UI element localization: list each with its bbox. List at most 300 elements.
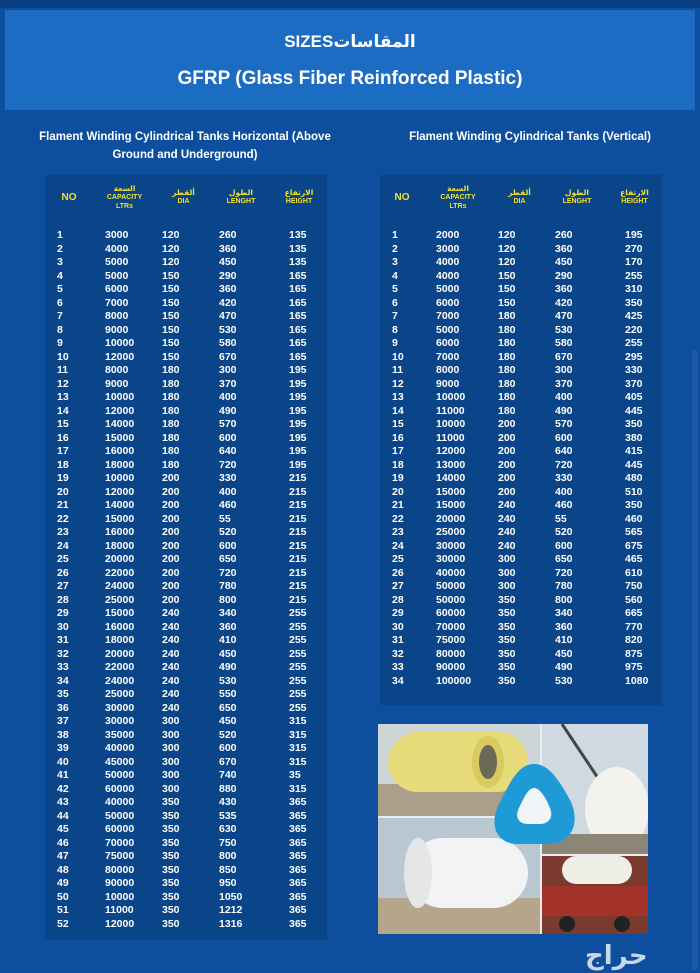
- table-cell: 6: [57, 296, 63, 309]
- table-cell: 55: [219, 512, 231, 525]
- table-row: [45, 486, 327, 500]
- table-cell: 535: [219, 809, 237, 822]
- table-cell: 80000: [436, 647, 466, 660]
- table-cell: 195: [289, 364, 307, 376]
- table-cell: 180: [498, 350, 516, 363]
- table-cell: 14000: [105, 499, 135, 511]
- table-cell: 12000: [105, 917, 135, 930]
- column-header-arabic: السعة: [113, 183, 136, 193]
- table-cell: 3: [392, 256, 398, 268]
- table-header-row: [380, 175, 662, 219]
- table-cell: 60000: [105, 782, 135, 795]
- table-cell: 25000: [436, 526, 466, 538]
- table-row: [45, 607, 327, 621]
- table-row: [380, 270, 662, 284]
- table-cell: 200: [498, 445, 516, 457]
- table-cell: 7: [57, 310, 63, 322]
- table-cell: 400: [219, 391, 237, 403]
- table-cell: 5000: [436, 323, 460, 336]
- table-cell: 215: [289, 553, 307, 565]
- table-cell: 10000: [436, 391, 466, 403]
- table-cell: 4: [57, 269, 63, 282]
- table-cell: 215: [289, 499, 307, 511]
- table-cell: 650: [219, 553, 237, 565]
- table-cell: 44: [57, 809, 69, 822]
- table-cell: 12000: [105, 485, 135, 498]
- table-cell: 180: [498, 391, 516, 403]
- table-cell: 300: [162, 782, 180, 795]
- table-cell: 240: [498, 539, 516, 552]
- table-row: [380, 634, 662, 648]
- table-cell: 640: [555, 445, 573, 457]
- table-cell: 25000: [105, 593, 135, 606]
- table-cell: 255: [289, 647, 307, 660]
- column-header-arabic: ألقطر: [508, 188, 531, 197]
- table-cell: 13000: [436, 458, 466, 471]
- table-cell: 8: [392, 323, 398, 336]
- table-cell: 330: [625, 364, 643, 376]
- table-cell: 5000: [436, 283, 460, 295]
- table-cell: 25000: [105, 688, 135, 700]
- table-cell: 600: [219, 742, 237, 754]
- table-cell: 295: [625, 350, 643, 363]
- table-cell: 820: [625, 634, 643, 646]
- table-cell: 28: [57, 593, 69, 606]
- table-cell: 165: [289, 310, 307, 322]
- table-cell: 180: [162, 418, 180, 430]
- table-row: [45, 337, 327, 351]
- table-cell: 330: [219, 472, 237, 484]
- table-cell: 10: [57, 350, 69, 363]
- table-row: [380, 445, 662, 459]
- table-cell: 300: [162, 755, 180, 768]
- truck-tank-photo: [542, 856, 648, 934]
- table-cell: 365: [289, 823, 307, 835]
- table-cell: 200: [162, 566, 180, 579]
- table-cell: 510: [625, 485, 643, 498]
- table-cell: 12000: [436, 445, 466, 457]
- table-cell: 36: [57, 701, 69, 714]
- table-cell: 16000: [105, 526, 135, 538]
- table-cell: 180: [162, 391, 180, 403]
- table-cell: 55: [555, 512, 567, 525]
- table-cell: 200: [162, 580, 180, 592]
- table-cell: 350: [625, 296, 643, 309]
- column-header: [45, 175, 93, 219]
- table-cell: 195: [289, 404, 307, 417]
- table-row: [380, 607, 662, 621]
- table-row: [45, 756, 327, 770]
- table-cell: 200: [162, 553, 180, 565]
- table-cell: 365: [289, 904, 307, 916]
- table-cell: 360: [555, 242, 573, 255]
- table-cell: 1050: [219, 890, 243, 903]
- table-cell: 20: [57, 485, 69, 498]
- table-cell: 29: [57, 607, 69, 619]
- table-cell: 425: [625, 310, 643, 322]
- table-cell: 120: [162, 242, 180, 255]
- table-row: [380, 594, 662, 608]
- table-cell: 135: [289, 242, 307, 255]
- table-row: [380, 499, 662, 513]
- table-cell: 460: [219, 499, 237, 511]
- table-cell: 180: [162, 404, 180, 417]
- table-cell: 32: [392, 647, 404, 660]
- table-row: [45, 715, 327, 729]
- table-cell: 350: [498, 674, 516, 687]
- table-cell: 7000: [436, 310, 460, 322]
- table-row: [45, 405, 327, 419]
- column-header: [156, 175, 211, 219]
- table-cell: 450: [555, 647, 573, 660]
- table-cell: 18000: [105, 539, 135, 552]
- table-cell: 1212: [219, 904, 243, 916]
- table-cell: 15: [57, 418, 69, 430]
- table-cell: 17: [392, 445, 404, 457]
- column-header: [211, 175, 271, 219]
- table-cell: 50000: [436, 593, 466, 606]
- column-header: [607, 175, 662, 219]
- table-cell: 360: [555, 620, 573, 633]
- table-row: [45, 378, 327, 392]
- table-cell: 15: [392, 418, 404, 430]
- table-cell: 200: [498, 418, 516, 430]
- table-row: [45, 850, 327, 864]
- table-cell: 520: [555, 526, 573, 538]
- table-row: [45, 864, 327, 878]
- table-cell: 70000: [105, 836, 135, 849]
- table-cell: 24: [57, 539, 69, 552]
- table-cell: 165: [289, 337, 307, 349]
- table-cell: 26: [392, 566, 404, 579]
- table-row: [45, 567, 327, 581]
- column-header: [492, 175, 547, 219]
- table-cell: 24000: [105, 674, 135, 687]
- table-cell: 310: [625, 283, 643, 295]
- table-cell: 565: [625, 526, 643, 538]
- table-cell: 8: [57, 323, 63, 336]
- column-header-english: LENGHT: [226, 198, 256, 205]
- vertical-table-panel: [380, 175, 662, 705]
- table-cell: 14000: [105, 418, 135, 430]
- table-row: [45, 540, 327, 554]
- column-header: [271, 175, 327, 219]
- table-cell: 32: [57, 647, 69, 660]
- column-header: [424, 175, 492, 219]
- table-cell: 315: [289, 742, 307, 754]
- table-cell: 11000: [105, 904, 134, 916]
- table-cell: 20: [392, 485, 404, 498]
- table-cell: 470: [219, 310, 237, 322]
- horizontal-table-panel: [45, 175, 327, 940]
- table-cell: 2: [392, 242, 398, 255]
- table-cell: 350: [625, 499, 643, 511]
- table-cell: 490: [555, 661, 573, 673]
- table-cell: 300: [162, 769, 180, 781]
- table-cell: 52: [57, 917, 69, 930]
- table-cell: 120: [162, 256, 180, 268]
- table-row: [45, 432, 327, 446]
- table-cell: 15000: [105, 607, 135, 619]
- table-cell: 750: [219, 836, 237, 849]
- table-cell: 365: [289, 890, 307, 903]
- table-cell: 420: [555, 296, 573, 309]
- table-cell: 22000: [105, 566, 135, 579]
- table-cell: 180: [162, 364, 180, 376]
- table-row: [45, 621, 327, 635]
- table-cell: 7: [392, 310, 398, 322]
- table-row: [45, 729, 327, 743]
- column-header-arabic: الطول: [565, 188, 589, 197]
- table-cell: 37: [57, 715, 69, 727]
- table-cell: 17: [57, 445, 69, 457]
- table-cell: 30000: [105, 715, 135, 727]
- table-cell: 350: [162, 850, 180, 862]
- table-cell: 15000: [436, 499, 466, 511]
- table-cell: 20000: [105, 553, 135, 565]
- table-cell: 10000: [436, 418, 466, 430]
- spacer-row: [380, 219, 662, 229]
- table-cell: 40000: [105, 742, 135, 754]
- table-cell: 49: [57, 877, 69, 889]
- table-row: [380, 540, 662, 554]
- table-cell: 31: [392, 634, 404, 646]
- table-cell: 60000: [436, 607, 466, 619]
- table-cell: 75000: [105, 850, 135, 862]
- table-cell: 12000: [105, 404, 135, 417]
- table-cell: 16000: [105, 620, 135, 633]
- table-cell: 15000: [436, 485, 466, 498]
- table-cell: 165: [289, 269, 307, 282]
- table-row: [45, 472, 327, 486]
- table-cell: 11000: [436, 404, 465, 417]
- table-row: [380, 310, 662, 324]
- table-cell: 150: [162, 296, 180, 309]
- table-cell: 41: [57, 769, 69, 781]
- table-cell: 365: [289, 877, 307, 889]
- table-cell: 30: [57, 620, 69, 633]
- table-row: [380, 229, 662, 243]
- table-cell: 10000: [105, 337, 135, 349]
- table-cell: 315: [289, 782, 307, 795]
- table-row: [380, 472, 662, 486]
- table-cell: 1080: [625, 674, 649, 687]
- table-row: [380, 405, 662, 419]
- table-cell: 47: [57, 850, 69, 862]
- table-cell: 315: [289, 755, 307, 768]
- table-row: [45, 742, 327, 756]
- table-row: [45, 661, 327, 675]
- table-row: [380, 513, 662, 527]
- table-row: [45, 918, 327, 932]
- table-cell: 29: [392, 607, 404, 619]
- table-cell: 740: [219, 769, 237, 781]
- table-cell: 43: [57, 796, 69, 808]
- table-cell: 360: [219, 620, 237, 633]
- column-header-english: HEIGHT: [285, 198, 313, 205]
- table-cell: 665: [625, 607, 643, 619]
- table-cell: 1: [392, 229, 398, 241]
- table-cell: 150: [162, 350, 180, 363]
- table-cell: 200: [162, 512, 180, 525]
- table-row: [45, 364, 327, 378]
- table-cell: 135: [289, 229, 307, 241]
- table-cell: 215: [289, 485, 307, 498]
- table-cell: 460: [555, 499, 573, 511]
- table-row: [45, 499, 327, 513]
- scrollbar[interactable]: [692, 350, 698, 970]
- table-cell: 90000: [105, 877, 135, 889]
- table-cell: 200: [498, 472, 516, 484]
- page-title: SIZESالمقاسات: [284, 32, 416, 51]
- table-cell: 460: [625, 512, 643, 525]
- table-cell: 10000: [105, 890, 135, 903]
- table-cell: 415: [625, 445, 643, 457]
- table-cell: 260: [219, 229, 237, 241]
- table-cell: 27: [392, 580, 404, 592]
- table-cell: 5: [57, 283, 63, 295]
- table-cell: 195: [289, 431, 307, 444]
- column-header-arabic: السعة: [447, 183, 469, 193]
- table-cell: 470: [555, 310, 573, 322]
- table-cell: 200: [498, 485, 516, 498]
- table-cell: 315: [289, 715, 307, 727]
- table-cell: 165: [289, 323, 307, 336]
- table-cell: 16: [57, 431, 69, 444]
- table-cell: 800: [555, 593, 573, 606]
- table-cell: 180: [162, 445, 180, 457]
- table-cell: 580: [555, 337, 573, 349]
- table-cell: 360: [219, 283, 237, 295]
- table-cell: 350: [162, 904, 180, 916]
- table-row: [380, 661, 662, 675]
- table-cell: 120: [498, 256, 516, 268]
- column-header-english: DIA: [513, 198, 526, 205]
- table-cell: 80000: [105, 863, 135, 876]
- table-cell: 8000: [105, 364, 129, 376]
- table-row: [45, 675, 327, 689]
- table-cell: 365: [289, 809, 307, 822]
- table-cell: 30: [392, 620, 404, 633]
- table-cell: 240: [162, 634, 180, 646]
- table-cell: 150: [498, 283, 516, 295]
- table-cell: 12: [57, 377, 69, 390]
- table-cell: 255: [289, 688, 307, 700]
- table-cell: 600: [555, 431, 573, 444]
- table-cell: 9: [392, 337, 398, 349]
- table-row: [45, 580, 327, 594]
- table-cell: 7000: [436, 350, 460, 363]
- table-cell: 180: [498, 404, 516, 417]
- table-row: [45, 310, 327, 324]
- table-cell: 350: [498, 620, 516, 633]
- table-cell: 180: [162, 377, 180, 390]
- table-row: [45, 783, 327, 797]
- column-header: [547, 175, 607, 219]
- table-cell: 50000: [436, 580, 466, 592]
- table-cell: 360: [555, 283, 573, 295]
- table-row: [45, 270, 327, 284]
- table-cell: 780: [555, 580, 573, 592]
- table-cell: 200: [162, 593, 180, 606]
- table-cell: 445: [625, 404, 643, 417]
- table-row: [380, 337, 662, 351]
- table-row: [380, 567, 662, 581]
- company-logo: [488, 758, 580, 850]
- table-cell: 195: [625, 229, 643, 241]
- table-row: [45, 904, 327, 918]
- table-cell: 19: [392, 472, 404, 484]
- table-cell: 22: [57, 512, 69, 525]
- table-cell: 800: [219, 850, 237, 862]
- table-cell: 150: [162, 337, 180, 349]
- table-cell: 450: [219, 715, 237, 727]
- table-cell: 45: [57, 823, 69, 835]
- table-cell: 300: [498, 553, 516, 565]
- table-cell: 215: [289, 526, 307, 538]
- table-cell: 11000: [436, 431, 465, 444]
- table-cell: 350: [498, 661, 516, 673]
- table-cell: 4000: [436, 256, 460, 268]
- table-cell: 350: [162, 809, 180, 822]
- column-header-english: HEIGHT: [621, 198, 648, 205]
- table-cell: 180: [498, 364, 516, 376]
- column-header-label: NO: [394, 191, 410, 203]
- table-cell: 450: [555, 256, 573, 268]
- table-cell: 13: [392, 391, 404, 403]
- table-cell: 550: [219, 688, 237, 700]
- table-cell: 50000: [105, 769, 135, 781]
- table-cell: 240: [162, 701, 180, 714]
- table-row: [45, 229, 327, 243]
- table-cell: 350: [162, 796, 180, 808]
- table-cell: 240: [498, 499, 516, 511]
- table-cell: 420: [219, 296, 237, 309]
- table-cell: 520: [219, 728, 237, 741]
- table-cell: 19: [57, 472, 69, 484]
- table-cell: 340: [555, 607, 573, 619]
- top-strip: [0, 0, 700, 8]
- table-cell: 6: [392, 296, 398, 309]
- table-cell: 11: [57, 364, 69, 376]
- table-cell: 150: [162, 283, 180, 295]
- table-cell: 120: [162, 229, 180, 241]
- table-cell: 255: [289, 607, 307, 619]
- table-cell: 10000: [105, 391, 135, 403]
- table-cell: 365: [289, 917, 307, 930]
- table-cell: 300: [162, 742, 180, 754]
- table-cell: 5: [392, 283, 398, 295]
- table-cell: 46: [57, 836, 69, 849]
- table-cell: 50: [57, 890, 69, 903]
- table-cell: 445: [625, 458, 643, 471]
- table-cell: 720: [555, 566, 573, 579]
- table-cell: 240: [162, 647, 180, 660]
- table-cell: 30000: [436, 553, 466, 565]
- table-row: [380, 648, 662, 662]
- table-cell: 10: [392, 350, 404, 363]
- table-cell: 15000: [105, 431, 135, 444]
- table-cell: 45000: [105, 755, 135, 768]
- table-cell: 650: [555, 553, 573, 565]
- table-cell: 370: [625, 377, 643, 390]
- table-row: [45, 769, 327, 783]
- table-cell: 405: [625, 391, 643, 403]
- table-cell: 450: [219, 647, 237, 660]
- table-row: [45, 837, 327, 851]
- table-cell: 255: [625, 337, 643, 349]
- table-cell: 34: [57, 674, 69, 687]
